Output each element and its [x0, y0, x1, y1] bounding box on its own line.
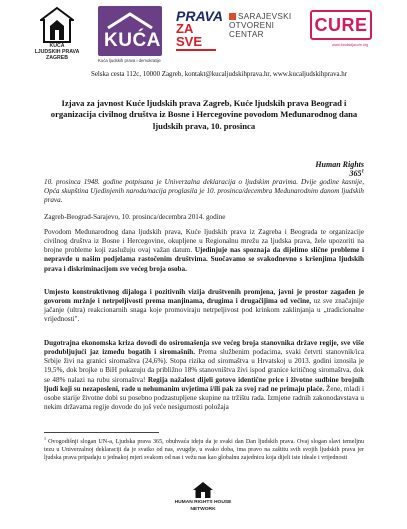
paragraph-3-bold: Umjesto konstruktivnog dijaloga i pozitivnih vizija društvenih promjena, javni je prostor zagađen je govorom mržnje i netrpeljivosti prema manjinama, drugima i drugačijima od većine,	[44, 288, 364, 306]
paragraph-4-text-b: Žene, mladi i osobe starije životne dobi su posebno podzastupljene skupine na tržištu rada. Izmjene radnih zakonodavstava u nekim državama regije dovode do još veće nesigurnosti položaja	[44, 384, 364, 412]
house-icon	[40, 6, 74, 44]
contact-line: Selska cesta 112c, 10000 Zagreb, kontakt@kucaljudskihprava.hr, www.kucaljudskihprava.hr	[91, 71, 348, 78]
kuca-logo-subtitle: Kuća ljudskih prava i demokratije	[98, 58, 161, 63]
paragraph-4-text-a: Prema službenim podacima, svaki četvrti stanovnik/ica Srbije živi na granici siromaštva (24,6%). Stopa rizika od siromaštva u Hrvatskoj u 2013. godini iznosila je 19,5%, dok brojke u BiH pokazuju da približno 18% stanovništva živi ispod granice kritičnog siromaštva, dok se 48% nalazi na rubu siromaštva!	[44, 348, 364, 384]
paragraph-4-bold-b: Regija nažalost dijeli gotovo identične price i životne sudbine brojnih ljudi koji su nezaposleni, rade u nehumanim uvjetima i/ili pak za svoj rad ne primaju plaće.	[44, 375, 365, 393]
page-title: Izjava za javnost Kuće ljudskih prava Zagreb, Kuće ljudskih prava Beograd i organizacija civilnog društva iz Bosne i Hercegovine povodom Međunarodnog dana ljudskih prava, 10. prosinca	[50, 98, 358, 131]
paragraph-3-text: uz sve značajnije jačanje (ultra) reakcionarnih snaga koje promoviraju netrpeljivost pod krinkom zaklinjanja u „tradicionalne vrijednosti".	[44, 297, 364, 324]
paragraph-4-bold-a: Dugotrajna ekonomska kriza dovodi do osiromašenja sve većeg broja stanovnika države regije, sve više produbljujući jaz između bogatih i siromašnih.	[44, 339, 364, 357]
footnote	[44, 436, 364, 463]
letterhead	[0, 0, 407, 76]
kuca-wordmark: KUĆA	[104, 30, 161, 51]
prava-za-sve-line1: PRAVA	[176, 8, 223, 24]
cure-logo: CURE	[310, 10, 372, 40]
house-icon	[192, 481, 214, 499]
roof-icon	[106, 12, 154, 30]
dateline: Zagreb-Beograd-Sarajevo, 10. prosinca/decembra 2014. godine	[44, 213, 226, 221]
footnote-marker: 1	[44, 436, 46, 441]
paragraph-4	[44, 339, 364, 412]
human-rights-house-network-logo	[168, 481, 238, 512]
soc-logo-line1-text: SARAJEVSKI	[238, 12, 292, 21]
soc-logo-line2: OTVORENI	[229, 21, 275, 31]
hrhn-logo-line1: HUMAN RIGHTS HOUSE	[174, 500, 232, 505]
kljp-logo-line1: KUĆA	[49, 43, 65, 49]
kuca-ljudskih-prava-zagreb-logo	[30, 6, 84, 72]
paragraph-2-bold: Ujedinjuje nas spoznaja da dijelimo slične probleme i nepravde u našim podjelama rastočenim društvima. Suočavamo se svakodnevno s kršenjima ljudskih prava i diskriminacijom sve većeg broja osoba.	[44, 246, 365, 273]
prava-za-sve-line2: ZA SVE	[176, 21, 203, 49]
paragraph-3	[44, 288, 364, 325]
kljp-logo-line2: LJUDSKIH PRAVA	[34, 48, 80, 55]
kuca-logo-box	[98, 6, 162, 56]
kljp-logo-line3: ZAGREB	[46, 54, 68, 61]
footnote-reference: 1	[361, 169, 364, 175]
prava-za-sve-logo	[176, 8, 223, 54]
sarajevski-otvoreni-centar-logo	[229, 12, 301, 60]
footnote-text: Ovogodišnji slogan UN-a, Ljudska prava 365, obuhvaća ideju da je svaki dan Dan ljudskih prava. Ovaj slogan slavi temeljnu tezu u Univerzalnoj deklaraciji da je svatko od nas, svugdje, u svako doba, ima pravo na zaštitu svih svojih ljudskih prava jer ljudska prava pripadaju u jednakoj mjeri svakom od nas i vežu nas kao globalnu zajednicu koja dijeli iste ideale i vrijednosti	[44, 439, 364, 461]
intro-paragraph: 10. prosinca 1948. godine potpisana je Univerzalna deklaracija o ljudskim pravima. Dvije godine kasnije, Opća skupština Ujedinjenih naroda/nacija proglasila je 10. prosinca/decembra Međunarodnim danom ljudskih prava.	[44, 178, 364, 205]
paragraph-2	[44, 228, 364, 274]
paragraph-2-text: Povodom Međunarodnog dana ljudskih prava, Kuće ljudskih prava iz Zagreba i Beograda te organizacije civilnog društva iz Bosne i Hercegovine, okupljene u Regionalnu mrežu za ljudska prava, žele upozoriti na brojne probleme koji zaslužuju ovaj važan datum.	[44, 228, 364, 255]
hrhn-logo-line2: NETWORK	[190, 506, 216, 512]
soc-logo-line3: CENTAR	[229, 30, 264, 40]
square-icon	[229, 13, 236, 20]
prava-za-sve-underline	[176, 49, 216, 51]
signature-text: Human Rights 365	[315, 160, 364, 178]
kuca-logo	[98, 6, 168, 68]
signature	[300, 160, 364, 178]
footnote-divider	[44, 432, 159, 433]
cure-logo-url: www.fondacijacure.org	[332, 43, 369, 47]
soc-logo-line1	[229, 12, 301, 21]
